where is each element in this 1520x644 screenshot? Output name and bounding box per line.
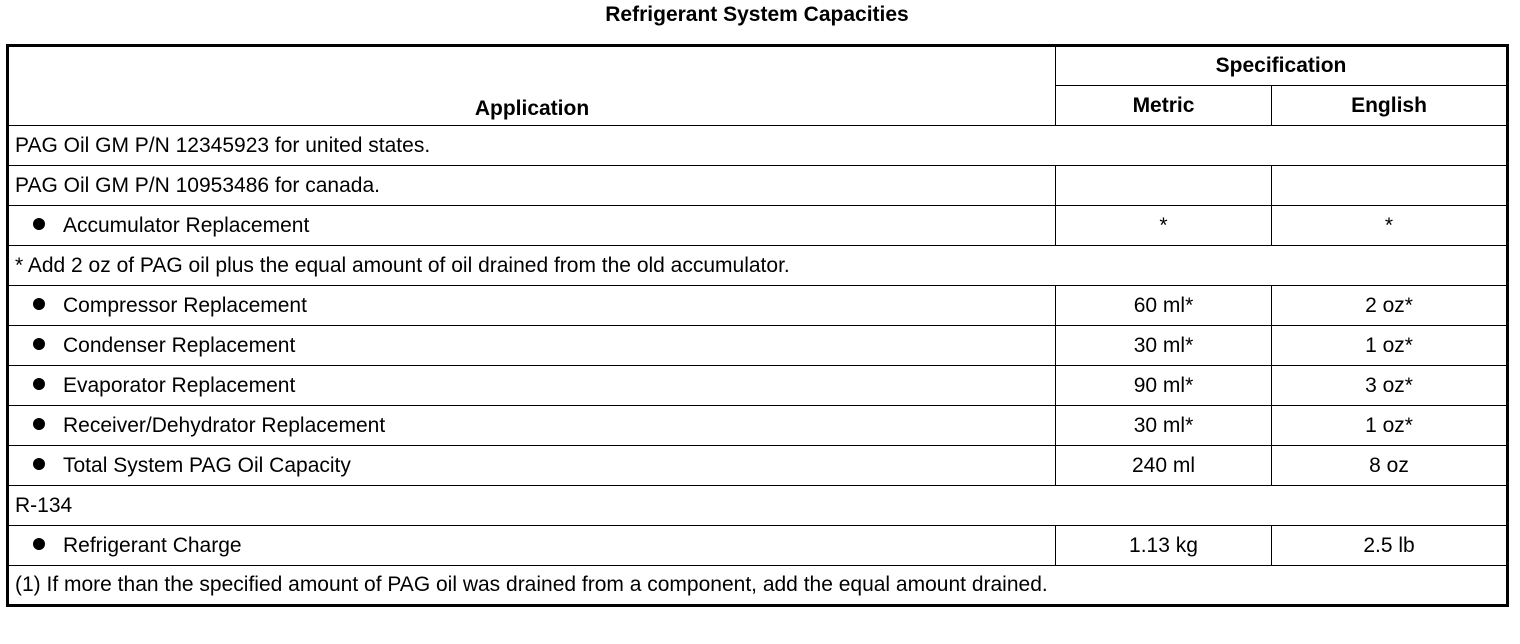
row-label: PAG Oil GM P/N 10953486 for canada. (8, 166, 1056, 206)
english-value: 1 oz* (1272, 406, 1508, 446)
table-row (8, 246, 1508, 286)
english-value: * (1272, 206, 1508, 246)
english-value: 2 oz* (1272, 286, 1508, 326)
english-value: 1 oz* (1272, 326, 1508, 366)
bullet-icon (33, 218, 45, 230)
english-header: English (1272, 86, 1508, 126)
metric-value: 90 ml* (1056, 366, 1272, 406)
bullet-icon (33, 538, 45, 550)
row-label: * Add 2 oz of PAG oil plus the equal amount of oil drained from the old accumulator. (8, 246, 1508, 286)
row-label: Condenser Replacement (63, 333, 296, 357)
row-label: PAG Oil GM P/N 12345923 for united states. (8, 126, 1508, 166)
row-cell (8, 366, 1056, 406)
table-row (8, 526, 1508, 566)
metric-value: 60 ml* (1056, 286, 1272, 326)
capacities-table (6, 44, 1509, 607)
table-row (8, 206, 1508, 246)
page-title: Refrigerant System Capacities (605, 3, 909, 26)
footnote: (1) If more than the specified amount of PAG oil was drained from a component, add the equal amount drained. (8, 566, 1508, 606)
english-value: 2.5 lb (1272, 526, 1508, 566)
english-value: 3 oz* (1272, 366, 1508, 406)
row-label: Total System PAG Oil Capacity (63, 453, 351, 477)
table-row (8, 406, 1508, 446)
header-row (8, 46, 1508, 86)
row-label: Compressor Replacement (63, 293, 307, 317)
row-cell (8, 206, 1056, 246)
row-label: Evaporator Replacement (63, 373, 296, 397)
english-value: 8 oz (1272, 446, 1508, 486)
row-cell (8, 406, 1056, 446)
row-label: Receiver/Dehydrator Replacement (63, 413, 386, 437)
row-label: Refrigerant Charge (63, 533, 242, 557)
bullet-icon (33, 418, 45, 430)
bullet-icon (33, 298, 45, 310)
bullet-icon (33, 338, 45, 350)
row-cell (8, 286, 1056, 326)
bullet-icon (33, 378, 45, 390)
table-row (8, 286, 1508, 326)
row-cell (8, 446, 1056, 486)
row-label: Accumulator Replacement (63, 213, 310, 237)
metric-value: 240 ml (1056, 446, 1272, 486)
english-value (1272, 166, 1508, 206)
row-cell (8, 326, 1056, 366)
specification-header: Specification (1056, 46, 1508, 86)
table-row (8, 366, 1508, 406)
table-row (8, 166, 1508, 206)
metric-value: 30 ml* (1056, 326, 1272, 366)
table-row (8, 126, 1508, 166)
row-cell (8, 526, 1056, 566)
table-row (8, 566, 1508, 606)
metric-value: * (1056, 206, 1272, 246)
metric-value: 1.13 kg (1056, 526, 1272, 566)
row-label: R-134 (8, 486, 1508, 526)
table-row (8, 326, 1508, 366)
metric-value (1056, 166, 1272, 206)
metric-header: Metric (1056, 86, 1272, 126)
metric-value: 30 ml* (1056, 406, 1272, 446)
table-row (8, 486, 1508, 526)
bullet-icon (33, 458, 45, 470)
application-header: Application (8, 46, 1056, 126)
table-row (8, 446, 1508, 486)
